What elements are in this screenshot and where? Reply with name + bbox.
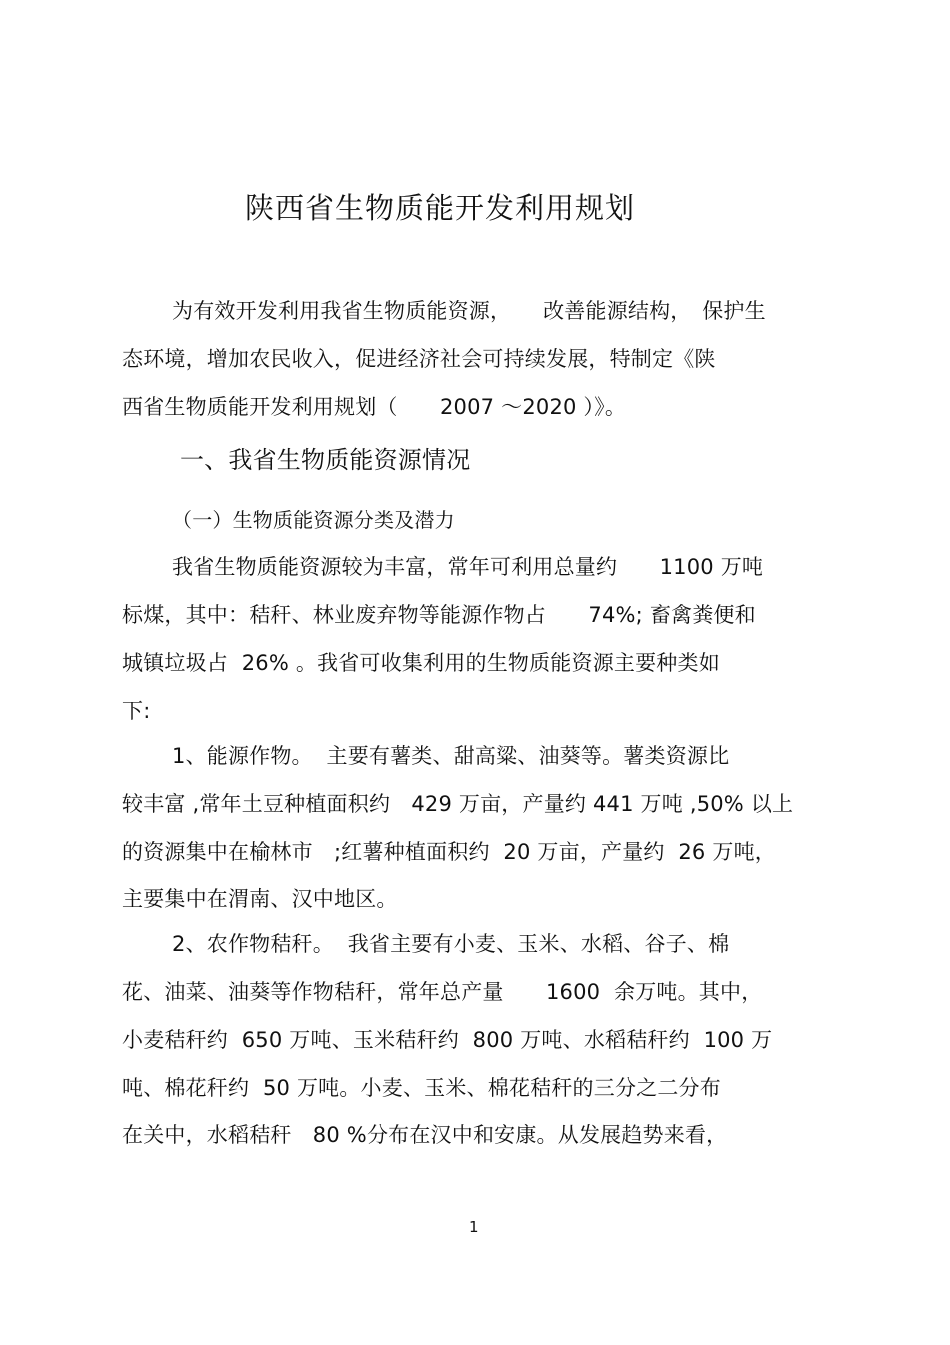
intro-line-2: 态环境，增加农民收入，促进经济社会可持续发展，特制定《陕 — [122, 347, 716, 371]
intro-line-1: 为有效开发利用我省生物质能资源， 改善能源结构， 保护生 — [172, 299, 766, 323]
straw-line-4: 吨、棉花秆约 50 万吨。小麦、玉米、棉花秸秆的三分之二分布 — [122, 1076, 721, 1100]
resources-line-3: 城镇垃圾占 26% 。我省可收集利用的生物质能资源主要种类如 — [122, 651, 720, 675]
straw-line-1: 2、农作物秸秆。 我省主要有小麦、玉米、水稻、谷子、棉 — [172, 932, 730, 956]
subsection-heading-1: （一）生物质能资源分类及潜力 — [172, 508, 455, 532]
intro-line-3: 西省生物质能开发利用规划（ 2007 ～2020 ）》。 — [122, 395, 627, 419]
energy-crops-line-2: 较丰富 ,常年土豆种植面积约 429 万亩，产量约 441 万吨 ,50% 以上 — [122, 792, 794, 816]
straw-line-5: 在关中，水稻秸秆 80 %分布在汉中和安康。从发展趋势来看， — [122, 1123, 728, 1147]
straw-line-3: 小麦秸秆约 650 万吨、玉米秸秆约 800 万吨、水稻秸秆约 100 万 — [122, 1028, 773, 1052]
energy-crops-line-3: 的资源集中在榆林市 ;红薯种植面积约 20 万亩，产量约 26 万吨， — [122, 840, 776, 864]
straw-line-2: 花、油菜、油葵等作物秸秆，常年总产量 1600 余万吨。其中， — [122, 980, 763, 1004]
document-title: 陕西省生物质能开发利用规划 — [245, 191, 636, 225]
energy-crops-line-1: 1、能源作物。 主要有薯类、甜高粱、油葵等。薯类资源比 — [172, 744, 730, 768]
resources-line-4: 下: — [122, 699, 151, 723]
section-heading-1: 一、我省生物质能资源情况 — [180, 446, 471, 474]
energy-crops-line-4: 主要集中在渭南、汉中地区。 — [122, 887, 398, 911]
resources-line-2: 标煤，其中：秸秆、林业废弃物等能源作物占 74%; 畜禽粪便和 — [122, 603, 756, 627]
page-number: 1 — [469, 1218, 479, 1236]
resources-line-1: 我省生物质能资源较为丰富，常年可利用总量约 1100 万吨 — [172, 555, 764, 579]
